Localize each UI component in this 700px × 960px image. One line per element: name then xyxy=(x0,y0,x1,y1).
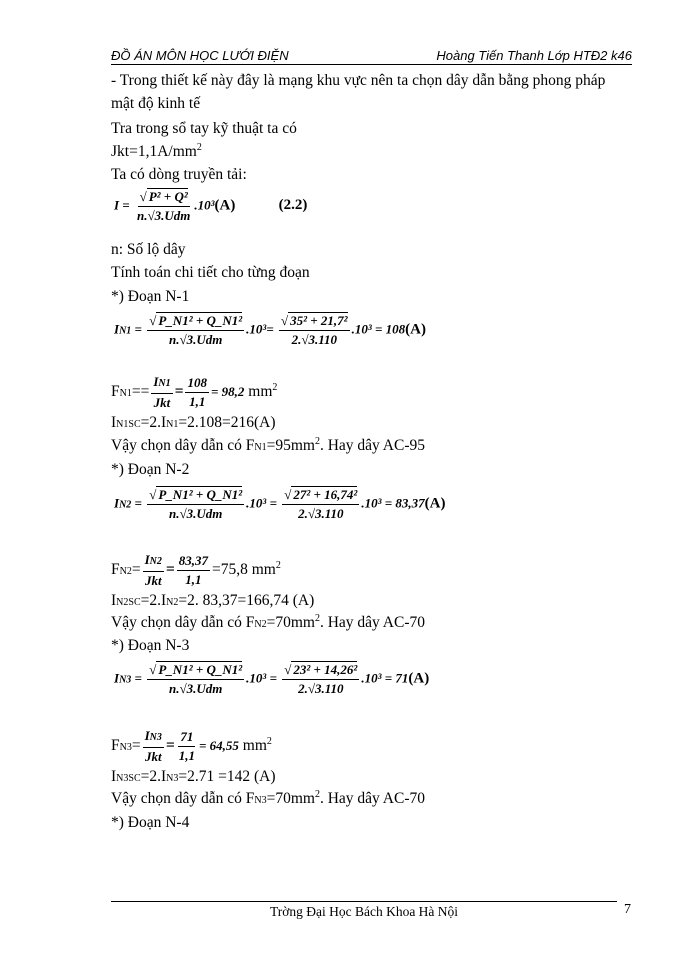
isc-n3: IN3SC=2.IN3=2.71 =142 (A) xyxy=(111,768,276,785)
section-title-n4: *) Đoạn N-4 xyxy=(111,814,190,831)
formula-i-n1: IN1 = $\frac{\text{√ P\_N1² + Q\_N1²}}{\text{n.√3.Udm}}$ .10³= $\frac{\text{√ 35² + 21,7²}}{2.√3.110}$ .10³ = 108(A) xyxy=(114,313,426,347)
header-author: Hoàng Tiến Thanh Lớp HTĐ2 k46 xyxy=(436,48,632,63)
formula-i-n3: IN3 = $\frac{\text{√ P\_N1² + Q\_N1²}}{\text{n.√3.Udm}}$ .10³ = $\frac{\text{√ 23² + 14,26²}}{2.√3.110}$ .10³ = 71(A) xyxy=(114,662,430,696)
formula-i-n2: IN2 = $\frac{\text{√ P\_N1² + Q\_N1²}}{\text{n.√3.Udm}}$ .10³ = $\frac{\text{√ 27² + 16,74²}}{2.√3.110}$ .10³ = 83,37(A) xyxy=(114,487,446,521)
section-title-n1: *) Đoạn N-1 xyxy=(111,288,190,305)
choice-n2: Vậy chọn dây dẫn có $FN2=70mm^2$. Hay dây AC-70 xyxy=(111,613,425,631)
header-course-title: ĐỒ ÁN MÔN HỌC LƯỚI ĐIỆN xyxy=(111,48,289,63)
paragraph-detail: Tính toán chi tiết cho từng đoạn xyxy=(111,264,310,281)
formula-f-n1: FN1== $\frac{IN1}{\text{Jkt}}$ = $\frac{108}{1,1}$ = 98,2 $mm^2$ xyxy=(111,374,278,410)
formula-f-n3: FN3= $\frac{IN3}{\text{Jkt}}$ = $\frac{71}{1,1}$ = 64,55 $mm^2$ xyxy=(111,728,272,764)
section-title-n2: *) Đoạn N-2 xyxy=(111,461,190,478)
isc-n1: IN1SC=2.IN1=2.108=216(A) xyxy=(111,414,276,431)
paragraph-lookup: Tra trong sổ tay kỹ thuật ta có xyxy=(111,120,297,137)
page-number: 7 xyxy=(624,902,631,917)
page-footer xyxy=(111,901,617,919)
section-title-n3: *) Đoạn N-3 xyxy=(111,637,190,654)
paragraph-current: Ta có dòng truyền tải: xyxy=(111,166,247,183)
paragraph-intro: - Trong thiết kế này đây là mạng khu vực nên ta chọn dây dẫn bằng phong pháp xyxy=(111,72,606,89)
paragraph-n-def: n: Số lộ dây xyxy=(111,241,186,258)
equation-number: (2.2) xyxy=(278,197,308,214)
jkt-value: $Jkt=1,1A/mm^2$ xyxy=(111,142,202,160)
page-header xyxy=(111,46,632,65)
choice-n1: Vậy chọn dây dẫn có $FN1=95mm^2$. Hay dây AC-95 xyxy=(111,436,425,454)
formula-f-n2: FN2= $\frac{IN2}{\text{Jkt}}$ = $\frac{83,37}{1,1}$ =75,8 $mm^2$ xyxy=(111,552,281,588)
isc-n2: IN2SC=2.IN2=2. 83,37=166,74 (A) xyxy=(111,592,315,609)
formula-general: I = $\frac{\text{√ P² + Q²}}{\text{n.√3.Udm}}$ .10³(A) (2.2) xyxy=(114,189,308,223)
choice-n3: Vậy chọn dây dẫn có $FN3=70mm^2$. Hay dây AC-70 xyxy=(111,789,425,807)
footer-school: Trờng Đại Học Bách Khoa Hà Nội xyxy=(269,904,459,919)
paragraph-intro-cont: mật độ kinh tế xyxy=(111,95,201,112)
